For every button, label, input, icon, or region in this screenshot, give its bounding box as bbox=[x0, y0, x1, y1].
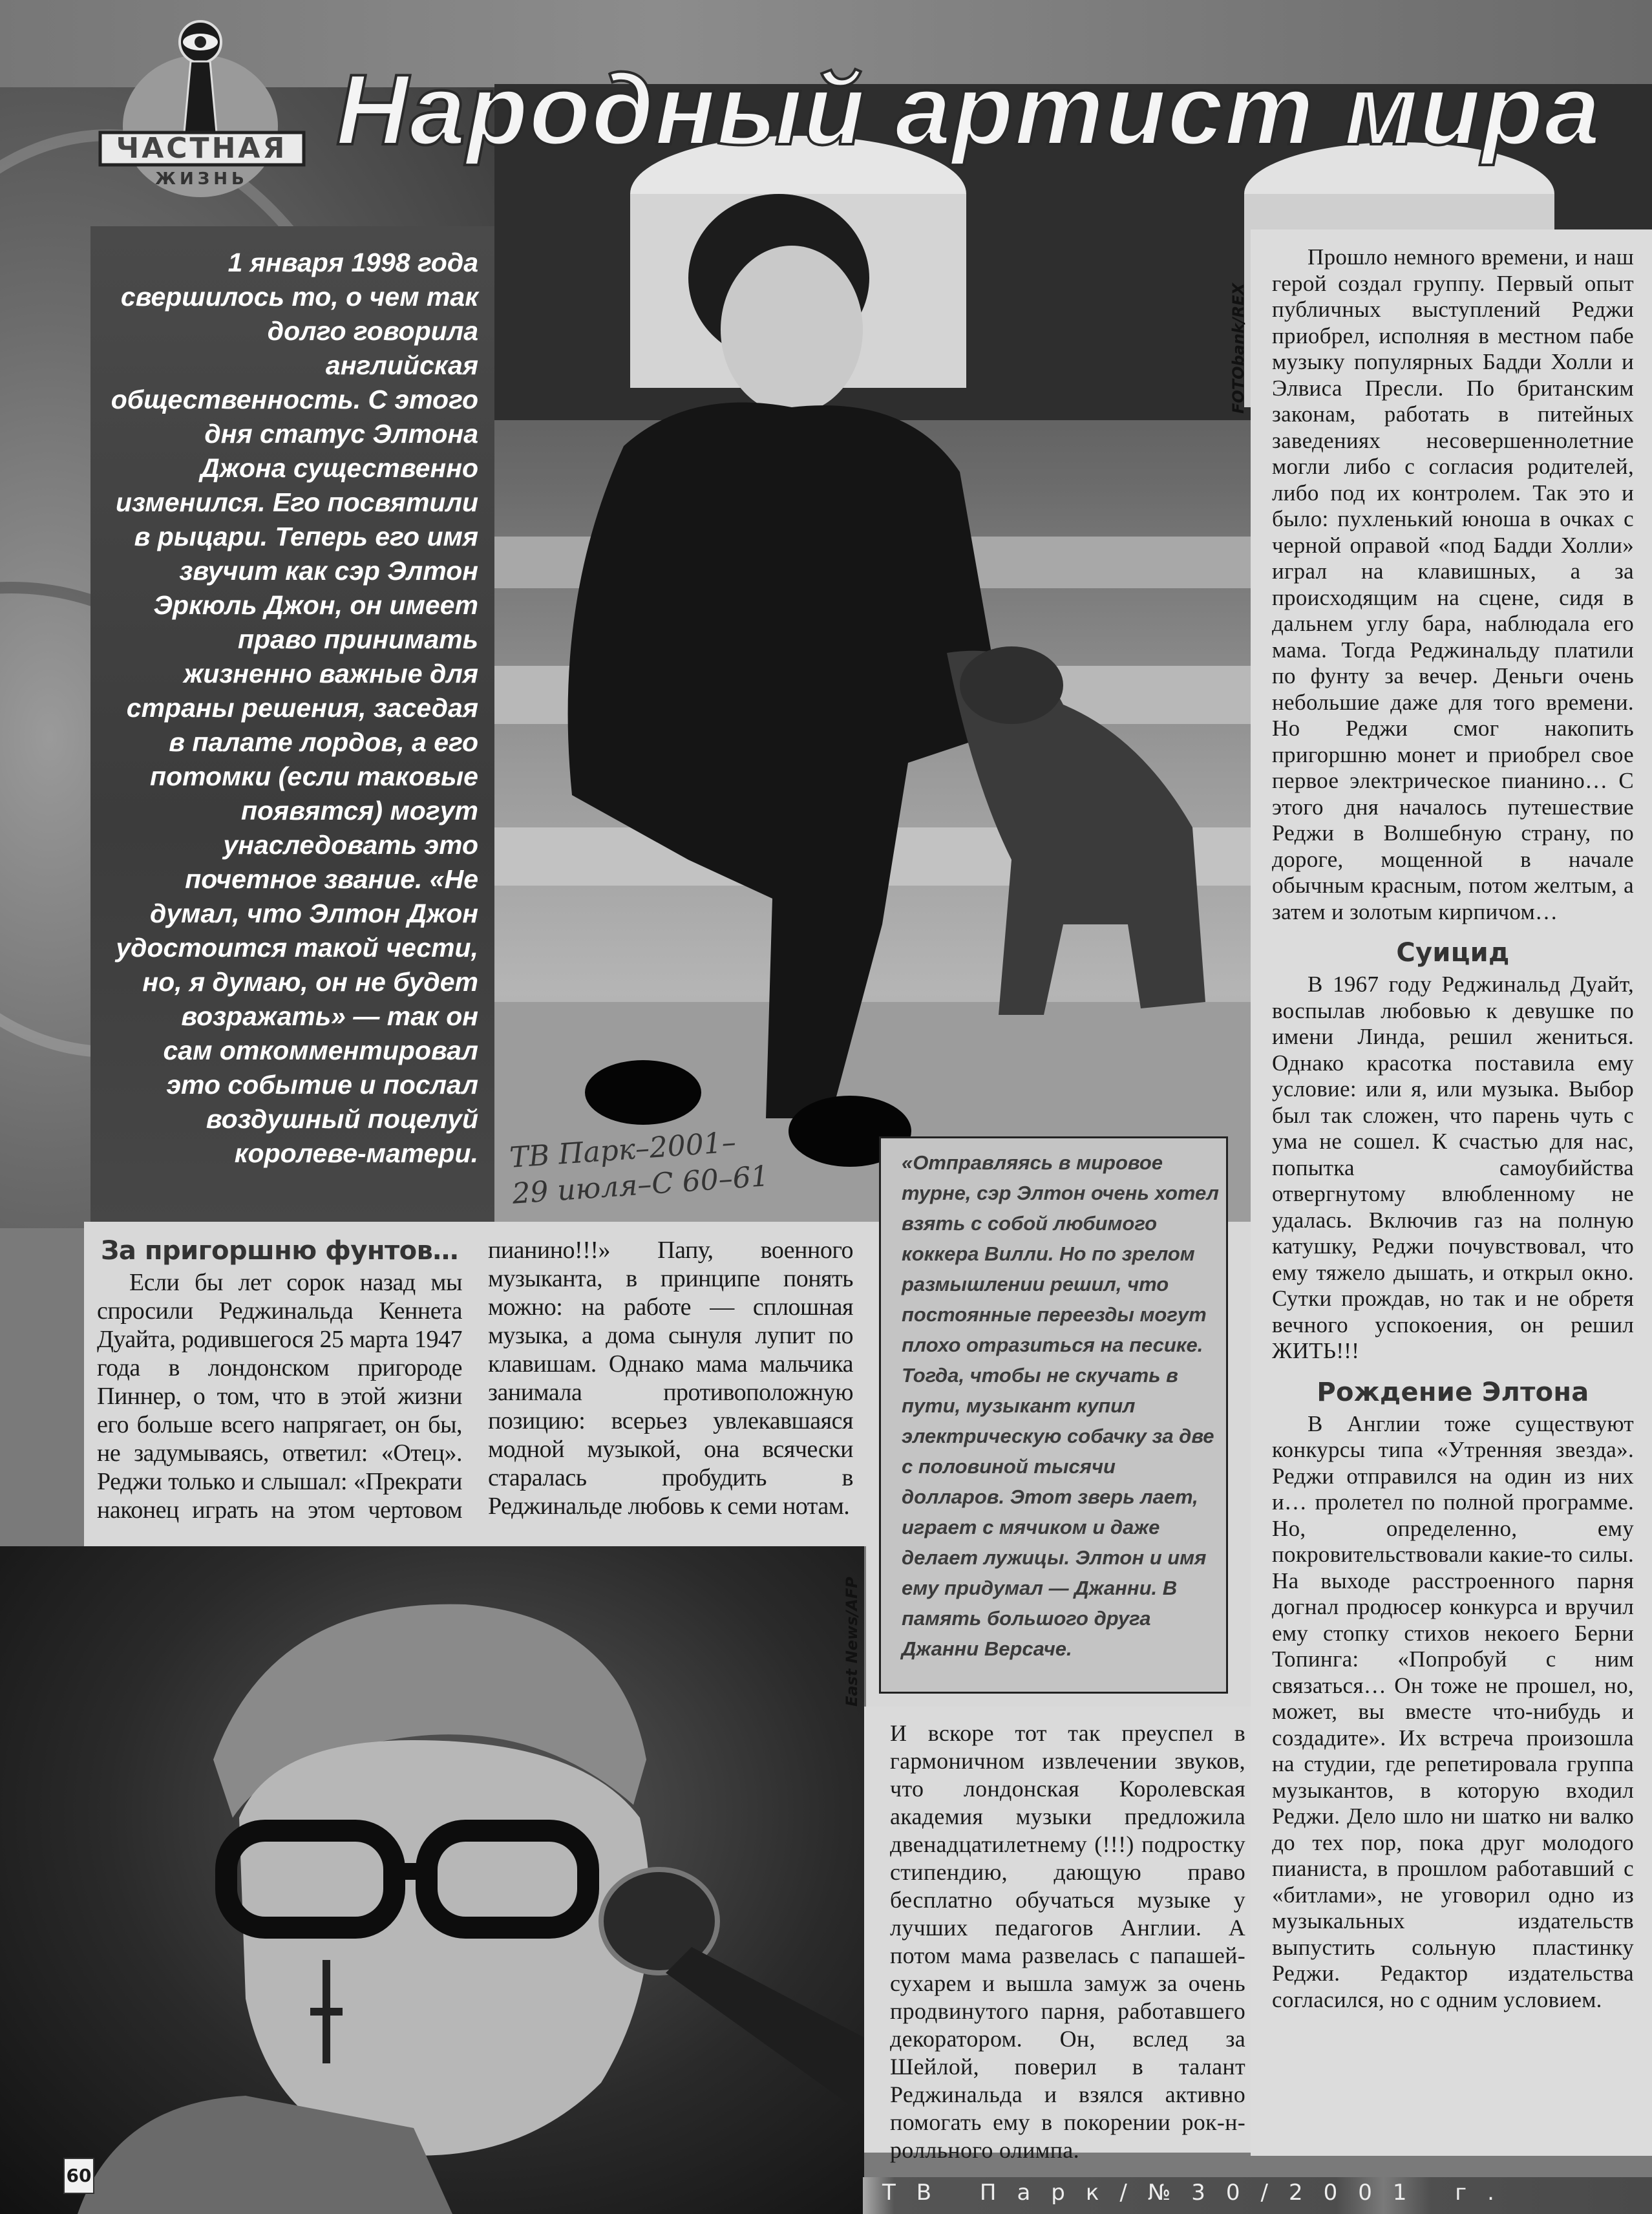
article-paragraph: Прошло немного времени, и наш герой создал группу. Первый опыт публичных выступлений Реджи приобрел, исполняя в местном пабе музыку популярных Бадди Холли и Элвиса Пресли. По британским законам, работать в питейных заведениях несовершеннолетние могли либо с согласия родителей, либо под их контролем. Так это и было: пухленький юноша в очках с черной оправой «под Бадди Холли» играл на клавишных, а за происходящим на сцене, сидя в дальнем углу бара, наблюдала его мама. Тогда Реджинальду платили по фунту за вечер. Деньги очень небольшие даже для того времени. Но Реджи смог накопить пригоршню монет и приобрел свое первое электрическое пианино… С этого дня началось путешествие Реджи в Волшебную страну, по дороге, мощенной в начале обычным красным, потом желтым, а затем и золотым кирпичом… bbox=[1272, 244, 1634, 924]
photo-elton-singing-illustration bbox=[0, 1546, 864, 2214]
page-number: 60 bbox=[63, 2158, 94, 2194]
logo-title: ЧАСТНАЯ bbox=[116, 132, 288, 165]
article-paragraph: И вскоре тот так преуспел в гармоничном извлечении звуков, что лондонская Королевская академия музыки предложила двенадцатилетнему (!!!) подростку стипендию, дающую право бесплатно обучаться музыке у лучших педагогов Англии. А потом мама развелась с папашей-сухарем и вышла замуж за очень продвинутого парня, работавшего декоратором. Он, вслед за Шейлой, поверил в талант Реджинальда и взялся активно помогать ему в покорении рок-н-ролльного олимпа. bbox=[890, 1720, 1245, 2163]
logo-subtitle: ЖИЗНЬ bbox=[155, 169, 248, 189]
footer-issue-info: ТВ Парк/№30/2001 г. bbox=[882, 2180, 1515, 2206]
photo-credit-text: East News/AFP bbox=[843, 1577, 861, 1707]
photo-elton-singing bbox=[0, 1546, 864, 2214]
photo-credit-bottom bbox=[840, 1551, 866, 1707]
article-paragraph: В 1967 году Реджинальд Дуайт, воспылав любовью к девушке по имени Линда, решил жениться. Однако красотка поставила ему условие: или я, или музыка. Выбор был так сложен, что парень чуть с ума не сошел. К счастью для нас, попытка самоубийства отвергнутому влюбленному не удалась. Включив газ на полную катушку, Реджи почувствовал, что ему тяжело дышать, и открыл окно. Сутки прождав, но так и не обретя вечного успокоения, он решил ЖИТЬ!!! bbox=[1272, 972, 1634, 1363]
section-logo bbox=[78, 0, 323, 213]
intro-lead-text: 1 января 1998 года свершилось то, о чем так долго говорила английская общественность. С этого дня статус Элтона Джона существенно изменился. Его посвятили в рыцари. Теперь его имя звучит как сэр Элтон Эркюль Джон, он имеет право принимать жизненно важные для страны решения, заседая в палате лордов, а его потомки (если таковые появятся) могут унаследовать это почетное звание. «Не думал, что Элтон Джон удостоится такой чести, но, я думаю, он не будет возражать» — так он сам откомментировал это событие и послал воздушный поцелуй королеве-матери. bbox=[111, 248, 478, 1168]
photo-credit-top bbox=[1227, 259, 1253, 414]
article-paragraph: В Англии тоже существуют конкурсы типа «Утренняя звезда». Реджи отправился на один из них и… пролетел по полной программе. Но, определенно, ему покровительствовали какие-то силы. На выходе расстроенного парня догнал продюсер конкурса и вручил ему стопку стихов некоего Берни Топинга: «Попробуй с ним связаться… Он тоже не прошел, но, может, вы вместе что-нибудь и создадите». Их встреча произошла на студии, где репетировала группа музыкантов, в которую входил Реджи. Дело шло ни шатко ни валко до тех пор, пока друг молодого пианиста, в прошлом работавший с «битлами», не уговорил одно из музыкальных издательств выпустить сольную пластинку Реджи. Редактор издательства согласился, но с одним условием. bbox=[1272, 1410, 1634, 2012]
section-heading-suicide: Суицид bbox=[1396, 938, 1510, 968]
section-heading: За пригоршню фунтов… bbox=[101, 1236, 458, 1266]
section-handful-of-pounds bbox=[97, 1236, 853, 1524]
article-paragraph: Если бы лет сорок назад мы спросили Реджинальда Кеннета Дуайта, родившегося 25 марта 1947 года в лондонском пригороде Пиннер, о том, что в этой жизни его больше всего напрягает, он бы, не задумываясь, ответил: «Отец». Реджи только и слышал: «Прекрати наконец играть на этом чертовом пианино!!!» Папу, военного музыканта, в принципе понять можно: на работе — сплошная музыка, а дома сынуля лупит по клавишам. Однако мама мальчика занимала противоположную позицию: всерьез увлекавшаяся модной музыкой, она всячески старалась пробудить в Реджинальде любовь к семи нотам. bbox=[97, 1237, 853, 1524]
middle-column-article bbox=[890, 1719, 1245, 2164]
page-title: Народный артист мира bbox=[336, 54, 1602, 165]
photo-credit-text: FOTObank/REX bbox=[1229, 282, 1247, 414]
sidebar-quote-text: «Отправляясь в мировое турне, сэр Элтон очень хотел взять с собой любимого коккера Вилли. Но по зрелом размышлении решил, что постоянные переезды могут плохо отразиться на песике. Тогда, чтобы не скучать в пути, музыкант купил электрическую собачку за две с половиной тысячи долларов. Этот зверь лает, играет с мячиком и даже делает лужицы. Элтон и имя ему придумал — Джанни. В память большого друга Джанни Версаче. bbox=[902, 1151, 1219, 1660]
right-column-article bbox=[1272, 244, 1634, 2013]
handwritten-annotation: ТВ Парк–2001– 29 июля–С 60–61 bbox=[508, 1125, 770, 1211]
section-heading-elton-birth: Рождение Элтона bbox=[1317, 1377, 1589, 1407]
